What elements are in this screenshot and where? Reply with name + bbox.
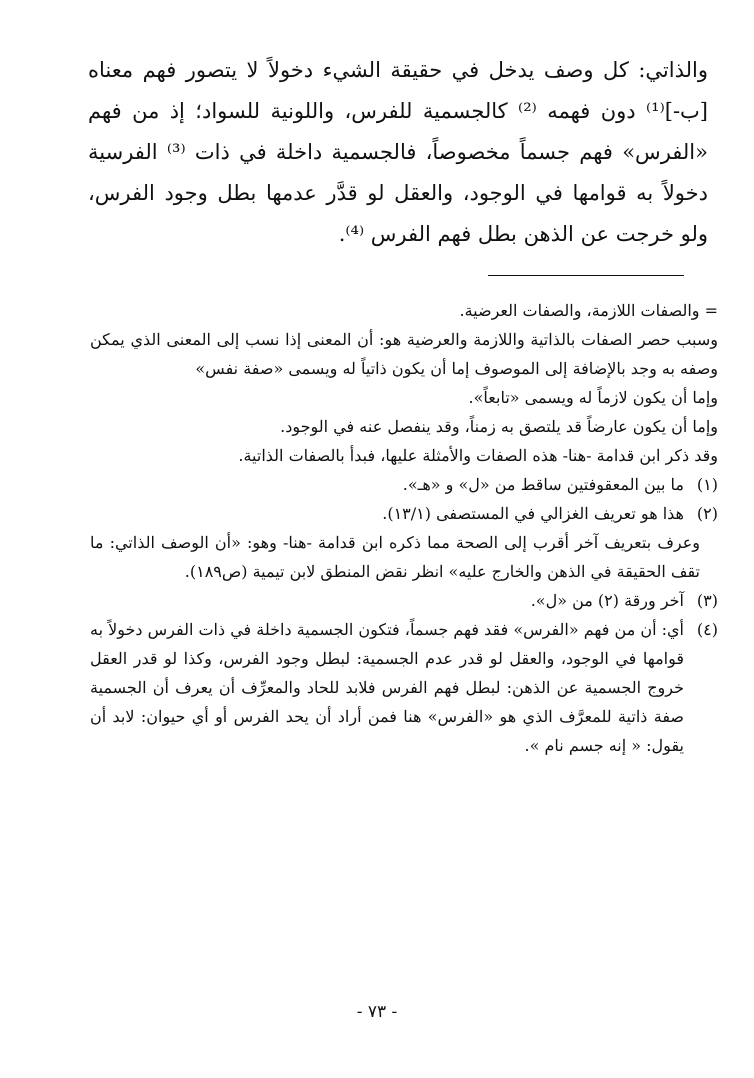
footnote-text: ما بين المعقوفتين ساقط من «ل» و «هـ». (402, 475, 684, 494)
footnote-text: هذا هو تعريف الغزالي في المستصفى (١٣/١). (382, 504, 684, 523)
footnote-number: (٣) (696, 591, 718, 610)
note-option-2: وإما أن يكون لازماً له ويسمى «تابعاً». (468, 388, 718, 407)
footnote-1 (90, 470, 718, 499)
footnote-2 (90, 499, 718, 528)
note-option-3: وإما أن يكون عارضاً قد يلتصق به زمناً، وقد ينفصل عنه في الوجود. (280, 417, 718, 436)
footnote-2-continuation: وعرف بتعريف آخر أقرب إلى الصحة مما ذكره ابن قدامة -هنا- وهو: «أن الوصف الذاتي: ما تقف الحقيقة في الذهن والخارج عليه» انظر نقض المنطق لابن تيمية (ص١٨٩). (90, 533, 700, 581)
page-number: - ٧٣ - (356, 1002, 398, 1022)
footnote-3 (90, 586, 718, 615)
footnote-separator (488, 275, 684, 276)
main-paragraph: والذاتي: كل وصف يدخل في حقيقة الشيء دخولاً لا يتصور فهم معناه [ب-]⁽¹⁾ دون فهمه ⁽²⁾ كالجسمية للفرس، واللونية للسواد؛ إذ من فهم «الفرس» فهم جسماً مخصوصاً، فالجسمية داخلة في ذات ⁽³⁾ الفرسية دخولاً به قوامها في الوجود، والعقل لو قدَّر عدمها بطل وجود الفرس، ولو خرجت عن الذهن بطل فهم الفرس ⁽⁴⁾. (88, 58, 709, 246)
footnote-number: (٢) (696, 504, 718, 523)
note-reason: وسبب حصر الصفات بالذاتية واللازمة والعرضية هو: أن المعنى إذا نسب إلى المعنى الذي يمكن وصفه به وجد بالإضافة إلى الموصوف إما أن يكون ذاتياً له ويسمى «صفة نفس» (90, 330, 718, 378)
note-mention: وقد ذكر ابن قدامة -هنا- هذه الصفات والأمثلة عليها، فبدأ بالصفات الذاتية. (238, 446, 718, 465)
footnote-number: (٤) (696, 620, 718, 639)
footnote-text: أي: أن من فهم «الفرس» فقد فهم جسماً، فتكون الجسمية داخلة في ذات الفرس دخولاً به قوامها في الوجود، والعقل لو قدر عدم الجسمية: لبطل وجود الفرس، وكذا لو قدر العقل خروج الجسمية عن الذهن: لبطل فهم الفرس فلابد للحاد والمعرِّف أن يعرف أن الجسمية صفة ذاتية للمعرَّف الذي هو «الفرس» هنا فمن أراد أن يحد الفرس أو أي حيوان: لابد أن يقول: « إنه جسم نام ». (90, 620, 684, 755)
footnotes-section (90, 296, 718, 760)
footnote-number: (١) (696, 475, 718, 494)
footnote-text: آخر ورقة (٢) من «ل». (530, 591, 684, 610)
note-continuation: = والصفات اللازمة، والصفات العرضية. (459, 301, 718, 320)
footnote-4 (90, 615, 718, 760)
main-text (88, 50, 708, 255)
